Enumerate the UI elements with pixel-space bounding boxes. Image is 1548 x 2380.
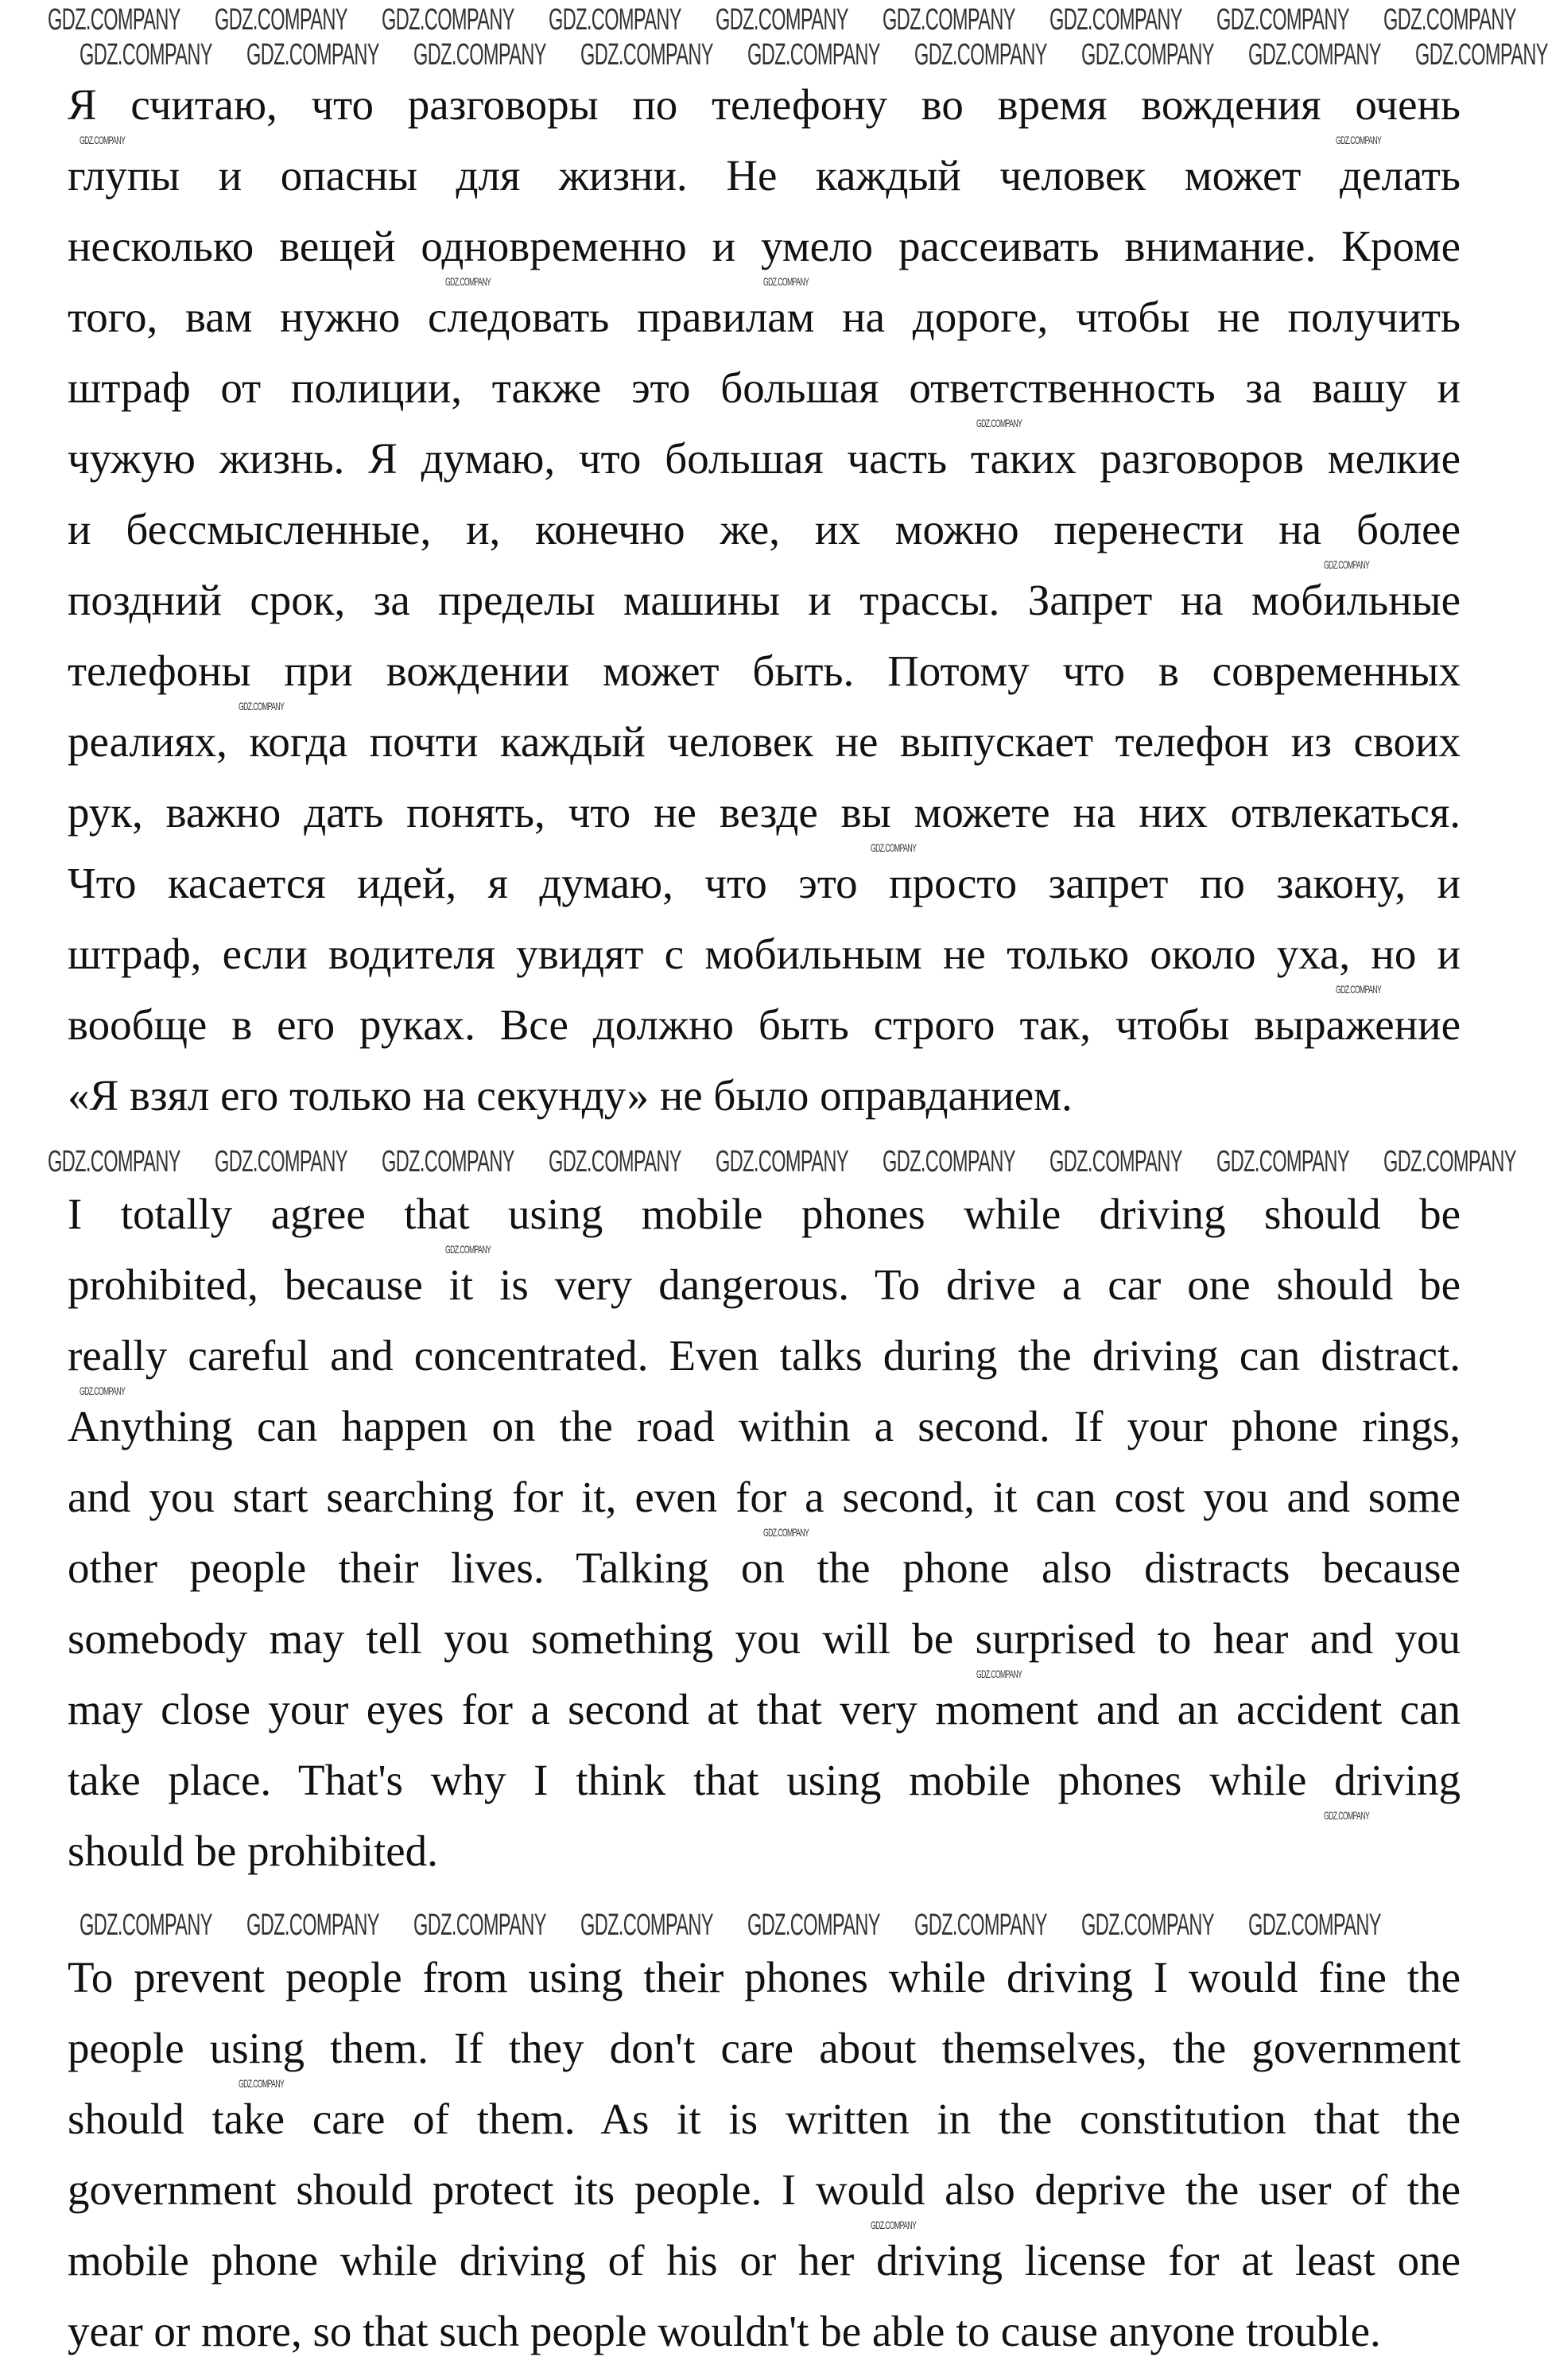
paragraph-english-opinion (68, 1189, 1461, 1897)
text-line: really careful and concentrated. Even talks during the driving can distract. (68, 1331, 1461, 1380)
watermark: GDZ.COMPANY (1216, 3, 1349, 37)
watermark: GDZ.COMPANY (48, 3, 180, 37)
text-line: should be prohibited. (68, 1827, 438, 1875)
text-line: government should protect its people. I would also deprive the user of the (68, 2165, 1461, 2214)
watermark: GDZ.COMPANY (763, 275, 809, 288)
watermark: GDZ.COMPANY (883, 3, 1015, 37)
watermark: GDZ.COMPANY (747, 38, 880, 72)
text-line: несколько вещей одновременно и умело рассеивать внимание. Кроме (68, 222, 1461, 270)
watermark: GDZ.COMPANY (80, 1908, 212, 1942)
text-line: телефоны при вождении может быть. Потому что в современных (68, 646, 1461, 695)
watermark: GDZ.COMPANY (48, 1145, 180, 1178)
text-line: штраф, если водителя увидят с мобильным не только около уха, но и (68, 930, 1461, 978)
text-line: other people their lives. Talking on the phone also distracts because (68, 1543, 1461, 1592)
watermark: GDZ.COMPANY (1336, 134, 1382, 146)
text-line: глупы и опасны для жизни. Не каждый человек может делать (68, 151, 1461, 200)
text-line: рук, важно дать понять, что не везде вы можете на них отвлекаться. (68, 788, 1461, 837)
text-line: Я считаю, что разговоры по телефону во время вождения очень (68, 80, 1461, 129)
watermark: GDZ.COMPANY (382, 3, 514, 37)
watermark: GDZ.COMPANY (1415, 38, 1548, 72)
watermark: GDZ.COMPANY (716, 3, 848, 37)
watermark: GDZ.COMPANY (871, 2219, 917, 2231)
watermark: GDZ.COMPANY (1049, 1145, 1182, 1178)
text-line: Что касается идей, я думаю, что это просто запрет по закону, и (68, 859, 1461, 907)
text-line: вообще в его руках. Все должно быть строго так, чтобы выражение (68, 1000, 1461, 1049)
watermark: GDZ.COMPANY (1248, 38, 1381, 72)
watermark: GDZ.COMPANY (1216, 1145, 1349, 1178)
text-line: поздний срок, за пределы машины и трассы. Запрет на мобильные (68, 576, 1461, 624)
text-line: того, вам нужно следовать правилам на дороге, чтобы не получить (68, 293, 1461, 341)
watermark: GDZ.COMPANY (580, 38, 713, 72)
text-line: and you start searching for it, even for a second, it can cost you and some (68, 1473, 1461, 1521)
watermark: GDZ.COMPANY (1324, 558, 1370, 571)
watermark: GDZ.COMPANY (914, 1908, 1047, 1942)
watermark: GDZ.COMPANY (445, 275, 491, 288)
watermark: GDZ.COMPANY (549, 3, 681, 37)
watermark: GDZ.COMPANY (1324, 1809, 1370, 1822)
text-line: I totally agree that using mobile phones while driving should be (68, 1190, 1461, 1238)
watermark: GDZ.COMPANY (1383, 1145, 1516, 1178)
watermark: GDZ.COMPANY (580, 1908, 713, 1942)
watermark: GDZ.COMPANY (763, 1526, 809, 1539)
watermark: GDZ.COMPANY (1248, 1908, 1381, 1942)
watermark: GDZ.COMPANY (239, 2077, 285, 2090)
text-line: should take care of them. As it is written in the constitution that the (68, 2095, 1461, 2143)
watermark: GDZ.COMPANY (80, 1384, 126, 1397)
watermark: GDZ.COMPANY (1049, 3, 1182, 37)
watermark: GDZ.COMPANY (215, 3, 347, 37)
text-line: «Я взял его только на секунду» не было оправданием. (68, 1071, 1073, 1120)
text-line: year or more, so that such people wouldn't be able to cause anyone trouble. (68, 2307, 1381, 2355)
text-line: штраф от полиции, также это большая ответственность за вашу и (68, 363, 1461, 412)
watermark: GDZ.COMPANY (413, 38, 546, 72)
text-line: и бессмысленные, и, конечно же, их можно перенести на более (68, 505, 1461, 553)
text-line: реалиях, когда почти каждый человек не выпускает телефон из своих (68, 717, 1461, 766)
watermark: GDZ.COMPANY (215, 1145, 347, 1178)
watermark: GDZ.COMPANY (239, 700, 285, 712)
watermark: GDZ.COMPANY (871, 841, 917, 854)
watermark: GDZ.COMPANY (549, 1145, 681, 1178)
watermark: GDZ.COMPANY (246, 1908, 379, 1942)
watermark: GDZ.COMPANY (1336, 983, 1382, 996)
text-line: To prevent people from using their phones while driving I would fine the (68, 1953, 1461, 2001)
text-line: mobile phone while driving of his or her driving license for at least one (68, 2236, 1461, 2285)
watermark: GDZ.COMPANY (914, 38, 1047, 72)
watermark: GDZ.COMPANY (80, 134, 126, 146)
watermark: GDZ.COMPANY (716, 1145, 848, 1178)
watermark: GDZ.COMPANY (413, 1908, 546, 1942)
text-line: people using them. If they don't care about themselves, the government (68, 2024, 1461, 2072)
watermark: GDZ.COMPANY (976, 417, 1022, 429)
text-line: somebody may tell you something you will be surprised to hear and you (68, 1614, 1461, 1663)
watermark: GDZ.COMPANY (883, 1145, 1015, 1178)
watermark: GDZ.COMPANY (382, 1145, 514, 1178)
paragraph-english-solution (68, 1952, 1461, 2377)
watermark: GDZ.COMPANY (1081, 1908, 1214, 1942)
text-line: Anything can happen on the road within a second. If your phone rings, (68, 1402, 1461, 1450)
watermark: GDZ.COMPANY (80, 38, 212, 72)
watermark: GDZ.COMPANY (1383, 3, 1516, 37)
text-line: take place. That's why I think that using mobile phones while driving (68, 1756, 1461, 1804)
paragraph-russian (68, 80, 1461, 1141)
text-line: чужую жизнь. Я думаю, что большая часть таких разговоров мелкие (68, 434, 1461, 483)
text-line: prohibited, because it is very dangerous. To drive a car one should be (68, 1260, 1461, 1309)
watermark: GDZ.COMPANY (976, 1668, 1022, 1680)
watermark: GDZ.COMPANY (747, 1908, 880, 1942)
text-line: may close your eyes for a second at that very moment and an accident can (68, 1685, 1461, 1734)
watermark: GDZ.COMPANY (246, 38, 379, 72)
watermark: GDZ.COMPANY (1081, 38, 1214, 72)
watermark: GDZ.COMPANY (445, 1243, 491, 1256)
